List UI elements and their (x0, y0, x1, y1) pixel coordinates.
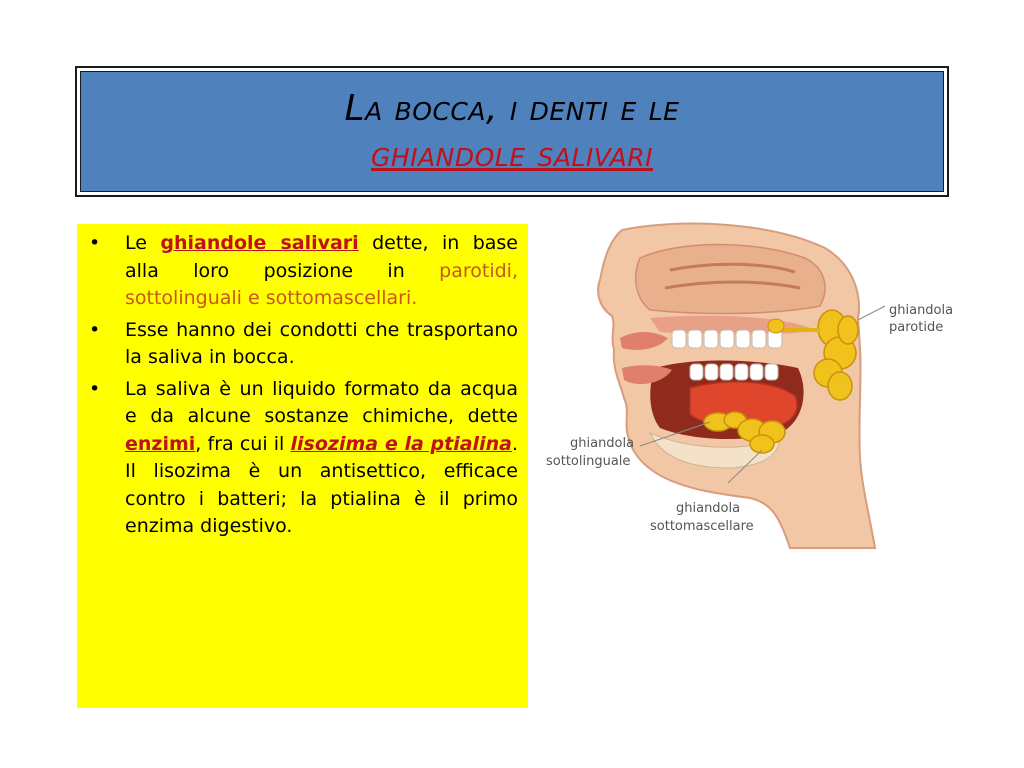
term-enzymes: enzimi (125, 432, 196, 455)
gland-types: parotidi, sottolinguali e sottomascellari. (125, 259, 518, 309)
bullet-dot-icon: • (89, 377, 101, 400)
label-submandibular-line1: ghiandola (676, 501, 741, 516)
bullet-item-glands (87, 230, 518, 313)
duct-opening (768, 319, 784, 333)
slide-title (345, 86, 680, 178)
bullet-panel (77, 224, 528, 708)
term-salivary-glands: ghiandole salivari (160, 232, 359, 254)
upper-teeth (672, 330, 782, 348)
bullet-3-lead: La saliva è un liquido formato da acqua e da alcune sostanze chimiche, dette (125, 377, 518, 427)
label-sublingual-line2: sottolinguale (546, 454, 631, 469)
label-sublingual-line1: ghiandola (570, 436, 635, 451)
bullet-1-rest: dette, in base alla loro posizione in (125, 232, 518, 282)
title-frame (75, 66, 949, 197)
bullet-2-text: Esse hanno dei condotti che trasportano la saliva in bocca. (125, 318, 518, 368)
title-highlight: ghiandole salivari (371, 133, 653, 175)
bullet-1-lead: Le (125, 232, 161, 254)
label-submandibular-line2: sottomascellare (650, 519, 754, 534)
bullet-3-mid: , fra cui il (195, 432, 291, 455)
title-banner (80, 71, 944, 192)
bullet-dot-icon: • (89, 318, 101, 341)
bullet-item-saliva (87, 376, 518, 541)
nasal-cavity (636, 245, 825, 314)
bullet-3-rest: . Il lisozima è un antisettico, efficace contro i batteri; la ptialina è il primo enzima digestivo. (125, 432, 518, 537)
label-parotid-line1: ghiandola (889, 303, 954, 318)
label-parotid-line2: parotide (889, 320, 944, 335)
leader-line-parotid (858, 306, 885, 320)
bullet-list (87, 230, 518, 541)
bullet-item-ducts (87, 317, 518, 372)
bullet-dot-icon: • (89, 232, 101, 254)
title-part-1: La bocca, i denti e le (344, 87, 680, 129)
salivary-glands-illustration (540, 218, 980, 553)
term-lysozyme-ptyalin: lisozima e la ptialina (290, 432, 512, 455)
